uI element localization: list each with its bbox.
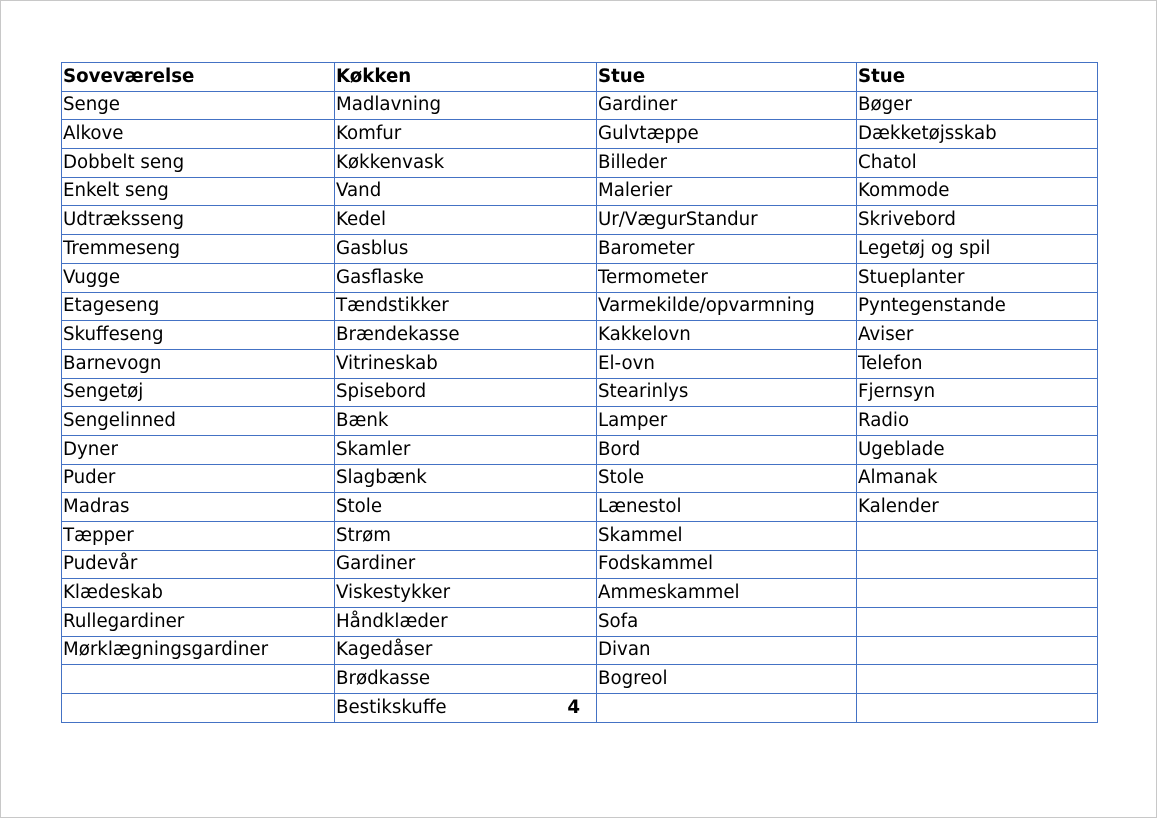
table-cell: Kedel	[335, 206, 597, 235]
table-cell: Bøger	[857, 91, 1098, 120]
table-cell: Tremmeseng	[62, 235, 335, 264]
table-cell: Tændstikker	[335, 292, 597, 321]
header-cell-stue-2: Stue	[857, 63, 1098, 92]
header-cell-stue: Stue	[597, 63, 857, 92]
table-cell: Vitrineskab	[335, 349, 597, 378]
table-cell: Etageseng	[62, 292, 335, 321]
table-cell: Stole	[335, 493, 597, 522]
table-cell	[857, 550, 1098, 579]
table-cell: Skuffeseng	[62, 321, 335, 350]
table-cell: Ugeblade	[857, 435, 1098, 464]
table-cell: Klædeskab	[62, 579, 335, 608]
table-cell: Bord	[597, 435, 857, 464]
table-cell: Gulvtæppe	[597, 120, 857, 149]
table-cell: Enkelt seng	[62, 177, 335, 206]
table-row	[62, 263, 1098, 292]
table-row	[62, 550, 1098, 579]
table-cell: Gasblus	[335, 235, 597, 264]
table-row	[62, 636, 1098, 665]
table-cell: Gasflaske	[335, 263, 597, 292]
page-number: 4	[567, 696, 580, 718]
table-row	[62, 206, 1098, 235]
table-cell: Almanak	[857, 464, 1098, 493]
table-row	[62, 321, 1098, 350]
table-cell: Brødkasse	[335, 665, 597, 694]
table-cell: Senge	[62, 91, 335, 120]
table-cell	[62, 694, 335, 723]
table-cell: Vand	[335, 177, 597, 206]
table-cell: Skamler	[335, 435, 597, 464]
table-cell: Kalender	[857, 493, 1098, 522]
table-cell: Tæpper	[62, 522, 335, 551]
table-cell: Dyner	[62, 435, 335, 464]
table-cell	[857, 665, 1098, 694]
cell-content	[336, 696, 596, 718]
table-cell: Stearinlys	[597, 378, 857, 407]
table-cell: Sofa	[597, 608, 857, 637]
table-cell: Barometer	[597, 235, 857, 264]
table-cell: Slagbænk	[335, 464, 597, 493]
table-cell: Gardiner	[335, 550, 597, 579]
table-cell: Sengelinned	[62, 407, 335, 436]
table-row	[62, 91, 1098, 120]
table-row	[62, 522, 1098, 551]
table-cell: El-ovn	[597, 349, 857, 378]
table-cell: Chatol	[857, 149, 1098, 178]
table-cell: Pyntegenstande	[857, 292, 1098, 321]
table-cell: Kakkelovn	[597, 321, 857, 350]
table-row	[62, 435, 1098, 464]
table-row	[62, 349, 1098, 378]
table-cell: Aviser	[857, 321, 1098, 350]
table-cell: Legetøj og spil	[857, 235, 1098, 264]
table-cell: Varmekilde/opvarmning	[597, 292, 857, 321]
table-cell	[62, 665, 335, 694]
table-cell: Ur/VægurStandur	[597, 206, 857, 235]
table-cell: Fodskammel	[597, 550, 857, 579]
table-cell	[857, 694, 1098, 723]
table-cell: Madras	[62, 493, 335, 522]
table-cell: Kommode	[857, 177, 1098, 206]
table-cell: Gardiner	[597, 91, 857, 120]
header-row	[62, 63, 1098, 92]
table-row	[62, 694, 1098, 723]
table-cell: Lænestol	[597, 493, 857, 522]
table-cell: Køkkenvask	[335, 149, 597, 178]
table-cell: Telefon	[857, 349, 1098, 378]
table-cell: Radio	[857, 407, 1098, 436]
table-cell: Viskestykker	[335, 579, 597, 608]
table-cell: Barnevogn	[62, 349, 335, 378]
table-cell: Håndklæder	[335, 608, 597, 637]
table-cell	[857, 608, 1098, 637]
table-cell: Skammel	[597, 522, 857, 551]
table-row	[62, 149, 1098, 178]
table-cell-with-page-number	[335, 694, 597, 723]
header-cell-kokken: Køkken	[335, 63, 597, 92]
table-cell: Strøm	[335, 522, 597, 551]
table-cell	[857, 522, 1098, 551]
table-row	[62, 177, 1098, 206]
table-cell: Dækketøjsskab	[857, 120, 1098, 149]
table-cell: Lamper	[597, 407, 857, 436]
table-cell: Billeder	[597, 149, 857, 178]
table-cell: Alkove	[62, 120, 335, 149]
table-cell: Mørklægningsgardiner	[62, 636, 335, 665]
table-cell: Fjernsyn	[857, 378, 1098, 407]
table-cell: Puder	[62, 464, 335, 493]
table-cell: Bænk	[335, 407, 597, 436]
table-cell: Ammeskammel	[597, 579, 857, 608]
table-row	[62, 407, 1098, 436]
table-cell	[857, 636, 1098, 665]
table-cell: Termometer	[597, 263, 857, 292]
table-cell-text: Bestikskuffe	[336, 696, 447, 718]
header-cell-sovevaerelse: Soveværelse	[62, 63, 335, 92]
table-cell: Rullegardiner	[62, 608, 335, 637]
table-cell: Sengetøj	[62, 378, 335, 407]
table-row	[62, 292, 1098, 321]
table-cell	[857, 579, 1098, 608]
table-cell: Stueplanter	[857, 263, 1098, 292]
table-cell: Spisebord	[335, 378, 597, 407]
table-cell: Madlavning	[335, 91, 597, 120]
word-table	[61, 62, 1098, 723]
table-row	[62, 120, 1098, 149]
table-cell: Dobbelt seng	[62, 149, 335, 178]
table-row	[62, 665, 1098, 694]
table-cell: Stole	[597, 464, 857, 493]
table-cell: Kagedåser	[335, 636, 597, 665]
table-cell: Vugge	[62, 263, 335, 292]
table-cell: Skrivebord	[857, 206, 1098, 235]
table-row	[62, 493, 1098, 522]
table-cell: Pudevår	[62, 550, 335, 579]
table-cell: Bogreol	[597, 665, 857, 694]
table-row	[62, 608, 1098, 637]
table-cell: Brændekasse	[335, 321, 597, 350]
table-cell: Komfur	[335, 120, 597, 149]
table-row	[62, 235, 1098, 264]
table-cell: Malerier	[597, 177, 857, 206]
table-cell: Divan	[597, 636, 857, 665]
table-row	[62, 378, 1098, 407]
table-row	[62, 579, 1098, 608]
table-row	[62, 464, 1098, 493]
table-cell	[597, 694, 857, 723]
table-cell: Udtræksseng	[62, 206, 335, 235]
